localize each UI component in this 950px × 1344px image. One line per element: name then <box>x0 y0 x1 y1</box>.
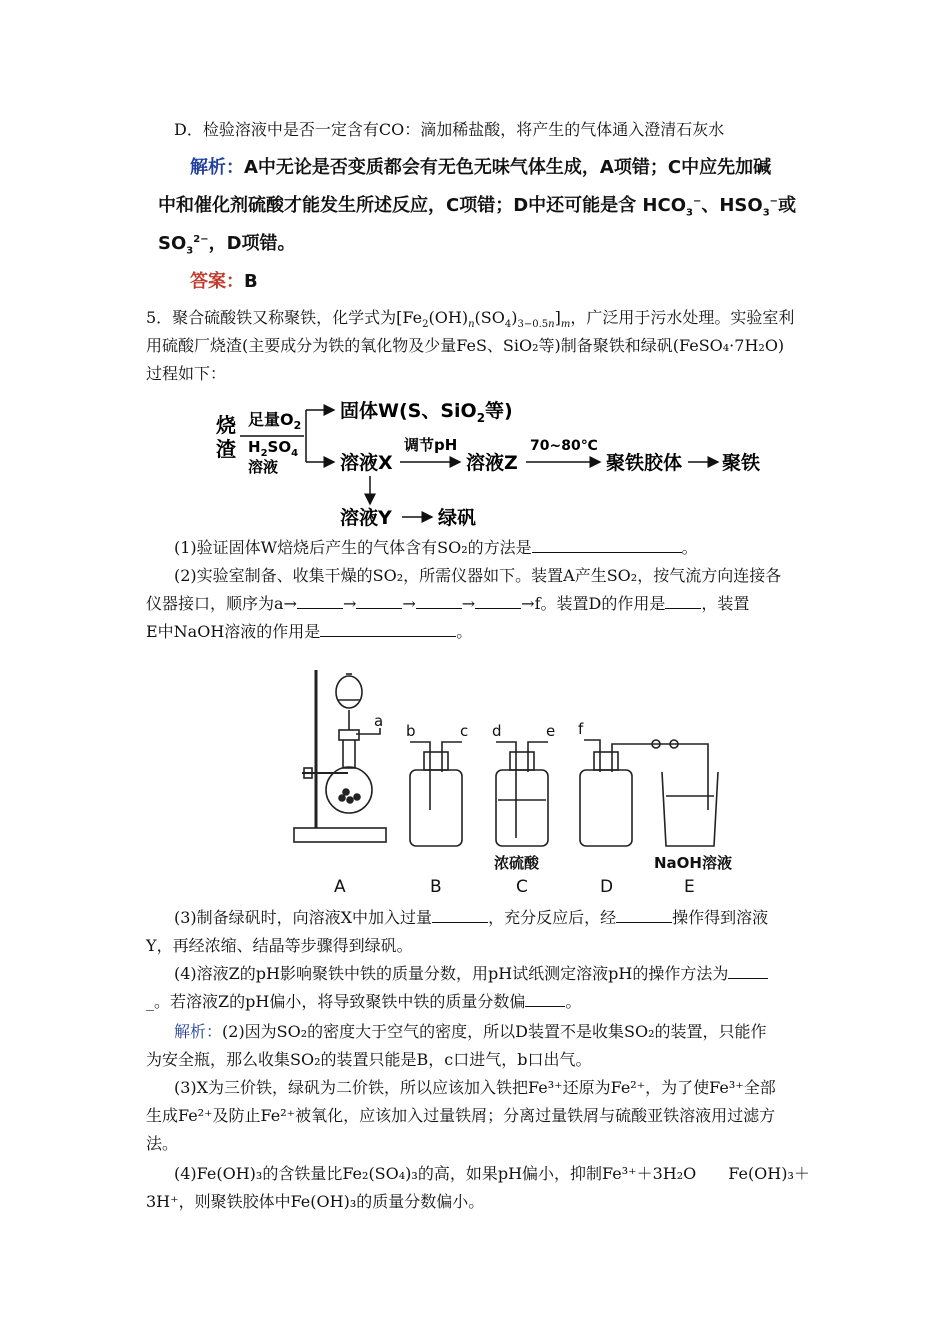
sub-question-3-line-2: Y，再经浓缩、结晶等步骤得到绿矾。 <box>146 936 413 955</box>
analysis-2-label: 解析： <box>174 1022 223 1041</box>
analysis-2-p2-line-2: 为安全瓶，那么收集SO₂的装置只能是B，c口进气，b口出气。 <box>146 1050 592 1069</box>
answer-value: B <box>244 271 258 292</box>
solution-y: 溶液Y <box>340 507 392 529</box>
label-c: C <box>516 877 528 897</box>
label-b: B <box>430 877 442 897</box>
label-e: E <box>684 877 695 897</box>
cond-bottom-1: $H_2SO_4$ <box>248 438 299 459</box>
start-char-1: 烧 <box>216 413 236 437</box>
colloid: 聚铁胶体 <box>606 452 683 474</box>
cond-top: 足量$O_2$ <box>248 410 302 432</box>
q5-line-1: 5．聚合硫酸铁又称聚铁，化学式为$[Fe_2(OH)_n(SO_4)_{3-0.5n}]_m$，广泛用于污水处理。实验室利 <box>146 308 795 331</box>
label-d: D <box>600 877 614 897</box>
blank-1 <box>532 538 682 553</box>
e-liquid-label: NaOH溶液 <box>654 854 732 872</box>
analysis-2-p3-line-3: 法。 <box>146 1134 179 1153</box>
sub-question-3-line-1: (3)制备绿矾时，向溶液X中加入过量 ，充分反应后，经 操作得到溶液 <box>174 908 769 927</box>
analysis-label: 解析： <box>190 157 244 178</box>
analysis-2-p4-line-2: 3H⁺，则聚铁胶体中Fe(OH)₃的质量分数偏小。 <box>146 1192 485 1211</box>
port-f: f <box>578 720 584 738</box>
cond-bottom-2: 溶液 <box>248 458 279 476</box>
port-e: e <box>546 722 556 740</box>
green-vitriol: 绿矾 <box>438 507 477 529</box>
port-a: a <box>374 712 384 730</box>
analysis-1-line-2: 中和催化剂硫酸才能发生所述反应，C项错；D中还可能是含 $HCO_3^-$、$HSO_3^-$或 <box>158 195 797 219</box>
label-a: A <box>334 877 346 897</box>
sub-question-2-line-3: E中NaOH溶液的作用是 。 <box>146 622 473 641</box>
analysis-2-p4-line-1: (4)Fe(OH)₃的含铁量比Fe₂(SO₄)₃的高，如果pH偏小，抑制Fe³⁺＋3H₂O Fe(OH)₃＋ <box>174 1164 810 1183</box>
sub-question-2-line-2: 仪器接口，顺序为a→ → → → →f。装置D的作用是 ，装置 <box>146 594 750 613</box>
q5-line-2: 用硫酸厂烧渣(主要成分为铁的氧化物及少量FeS、SiO₂等)制备聚铁和绿矾(FeSO₄·7H₂O) <box>146 336 785 355</box>
analysis-2-p2-line-1: 解析：(2)因为SO₂的密度大于空气的密度，所以D装置不是收集SO₂的装置，只能作 <box>174 1022 767 1041</box>
temperature-label: 70~80℃ <box>530 438 598 454</box>
analysis-2-p3-line-2: 生成Fe²⁺及防止Fe²⁺被氧化，应该加入过量铁屑；分离过量铁屑与硫酸亚铁溶液用过滤方 <box>146 1106 776 1125</box>
port-b: b <box>406 722 416 740</box>
answer-line <box>190 272 258 292</box>
sub-question-1: (1)验证固体W焙烧后产生的气体含有SO₂的方法是 。 <box>174 538 698 557</box>
analysis-1-line-1: 解析：A中无论是否变质都会有无色无味气体生成，A项错；C中应先加碱 <box>190 157 772 178</box>
sub-question-2-line-1: (2)实验室制备、收集干燥的SO₂，所需仪器如下。装置A产生SO₂，按气流方向连接各 <box>174 566 782 585</box>
adjust-ph-label: 调节pH <box>404 436 458 454</box>
start-char-2: 渣 <box>216 437 236 461</box>
port-d: d <box>492 722 502 740</box>
sub-question-4-line-2: _。若溶液Z的pH偏小，将导致聚铁中铁的质量分数偏 。 <box>146 992 582 1011</box>
solid-w: 固体W(S、SiO$_2$等) <box>340 400 513 425</box>
sub-question-4-line-1: (4)溶液Z的pH影响聚铁中铁的质量分数，用pH试纸测定溶液pH的操作方法为 <box>174 964 768 984</box>
apparatus-figure <box>290 660 750 900</box>
option-d: D．检验溶液中是否一定含有CO：滴加稀盐酸，将产生的气体通入澄清石灰水 <box>174 120 725 139</box>
solution-z: 溶液Z <box>466 452 518 474</box>
solution-x: 溶液X <box>340 452 393 474</box>
final-product: 聚铁 <box>722 452 761 474</box>
analysis-1-line-3: $SO_3^{2-}$，D项错。 <box>158 233 296 257</box>
process-flow-chart <box>210 390 790 530</box>
c-liquid-label: 浓硫酸 <box>494 854 540 872</box>
analysis-2-p3-line-1: (3)X为三价铁，绿矾为二价铁，所以应该加入铁把Fe³⁺还原为Fe²⁺，为了使Fe³⁺全部 <box>174 1078 776 1097</box>
q5-line-3: 过程如下： <box>146 364 227 383</box>
port-c: c <box>460 722 469 740</box>
answer-label: 答案： <box>190 271 244 292</box>
